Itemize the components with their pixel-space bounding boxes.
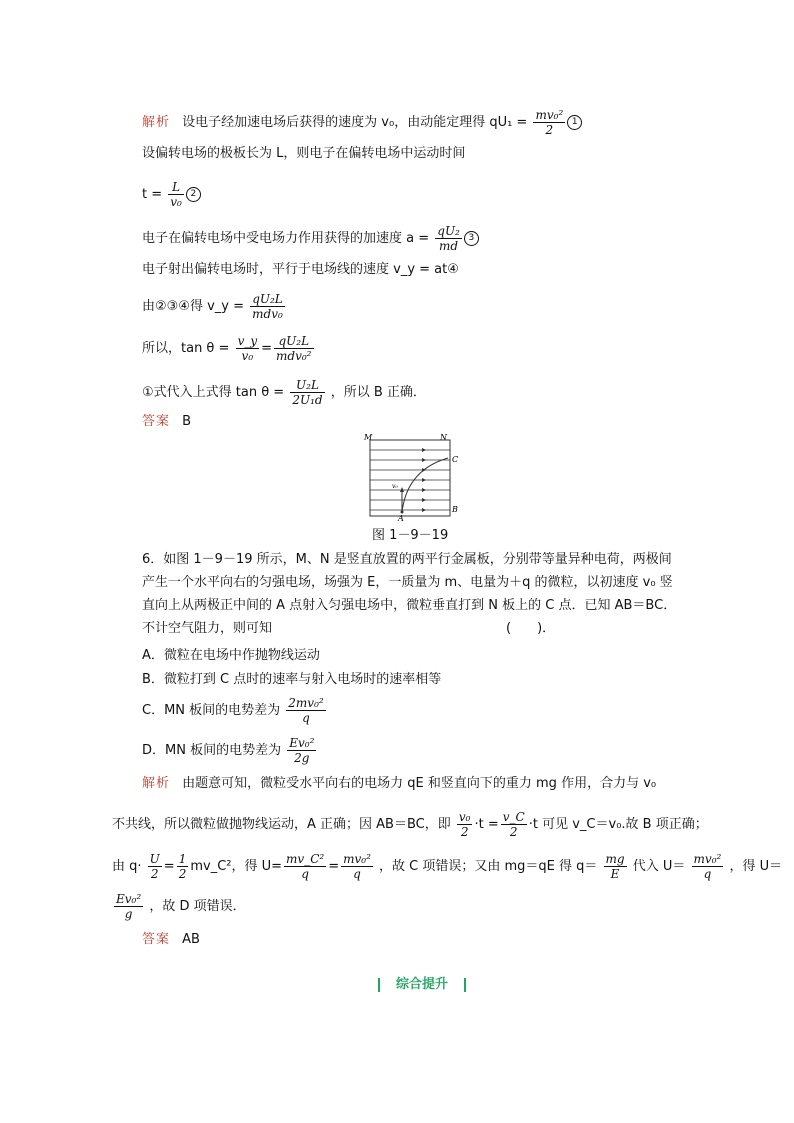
q6-analysis-1: 解析 由题意可知，微粒受水平向右的电场力 qE 和竖直向下的重力 mg 作用，合力与 v₀: [142, 776, 657, 791]
q6-answer: 答案 AB: [142, 932, 200, 947]
label-C: C: [452, 455, 459, 464]
q6-analysis-3: 由 q· $\frac{U}{2}$ = $\frac{1}{2}$ mv_C²，得 U= $\frac{\text{mv\_C²}}{q}$ = $\frac{\text{mv₀²}}{q}$ ，故 C 项错误；又由 mg＝qE 得 q＝ $\frac{mg}{E}$ 代入 U＝ $\frac{\text{mv₀²}}{q}$ ，得 U＝: [112, 852, 783, 881]
divider-left: [378, 978, 380, 992]
label-B: B: [452, 505, 458, 514]
label-M: M: [364, 433, 373, 442]
q6-analysis-4: $\frac{\text{Ev₀²}}{g}$ ，故 D 项错误．: [116, 892, 246, 921]
q5-answer: 答案 B: [142, 414, 192, 429]
q5-line-1: 解析 设电子经加速电场后获得的速度为 v₀，由动能定理得 qU₁ = $\frac{\text{mv₀²}}{2}$ 1: [142, 108, 582, 137]
label-N: N: [440, 433, 447, 442]
q5-line-6: 由②③④得 v_y = $\frac{\text{qU₂L}}{\text{mdv₀}}$: [142, 292, 283, 321]
q5-line-8: ①式代入上式得 tan θ = $\frac{\text{U₂L}}{\text{2U₁d}}$ ，所以 B 正确．: [142, 378, 426, 407]
q5-text-5: 电子射出偏转电场时，平行于电场线的速度 v_y = at④: [142, 262, 459, 277]
q6-option-b: B．微粒打到 C 点时的速率与射入电场时的速率相等: [142, 672, 442, 687]
q5-text-2: 设偏转电场的极板长为 L，则电子在偏转电场中运动时间: [142, 146, 466, 161]
section-heading: 综合提升: [362, 973, 482, 992]
q5-line-7: 所以，tan θ = $\frac{v\_y}{\text{v₀}}$ = $\frac{\text{qU₂L}}{\text{mdv₀²}}$: [142, 334, 312, 363]
electric-field-figure: [362, 432, 472, 522]
formula-frac: $\frac{\text{mv₀²}}{2}$: [535, 108, 564, 137]
q6-analysis-2: 不共线，所以微粒做抛物线运动，A 正确；因 AB＝BC，即 $\frac{\text{v₀}}{2}$ ·t = $\frac{v\_C}{2}$ ·t 可见 v_C＝v₀.故 B 项正确；: [112, 810, 708, 839]
q5-line-3: t = $\frac{L}{\text{v₀}}$ 2: [142, 180, 201, 209]
figure-caption: 图 1－9－19: [372, 528, 449, 543]
q6-stem: 6．如图 1－9－19 所示，M、N 是竖直放置的两平行金属板，分别带等量异种电荷，两极间产生一个水平向右的匀强电场，场强为 E，一质量为 m、电量为＋q 的微粒，以初速度 v₀ 竖直向上从两极正中间的 A 点射入匀强电场中，微粒垂直打到 N 板上的 C 点．已知 AB＝BC．不计空气阻力，则可知 ( )．: [142, 552, 677, 636]
label-A: A: [398, 514, 404, 522]
analysis-label: 解析: [142, 115, 171, 130]
q5-text-1: 设电子经加速电场后获得的速度为 v₀，由动能定理得 qU₁ =: [182, 115, 528, 130]
label-v0: v₀: [392, 483, 398, 490]
q6-option-c: C．MN 板间的电势差为 $\frac{\text{2mv₀²}}{q}$: [142, 696, 324, 725]
q6-option-a: A．微粒在电场中作抛物线运动: [142, 648, 320, 663]
q6-option-d: D．MN 板间的电势差为 $\frac{\text{Ev₀²}}{2g}$: [142, 736, 315, 765]
divider-right: [464, 978, 466, 992]
q5-line-4: 电子在偏转电场中受电场力作用获得的加速度 a = $\frac{\text{qU₂}}{md}$ 3: [142, 224, 479, 253]
